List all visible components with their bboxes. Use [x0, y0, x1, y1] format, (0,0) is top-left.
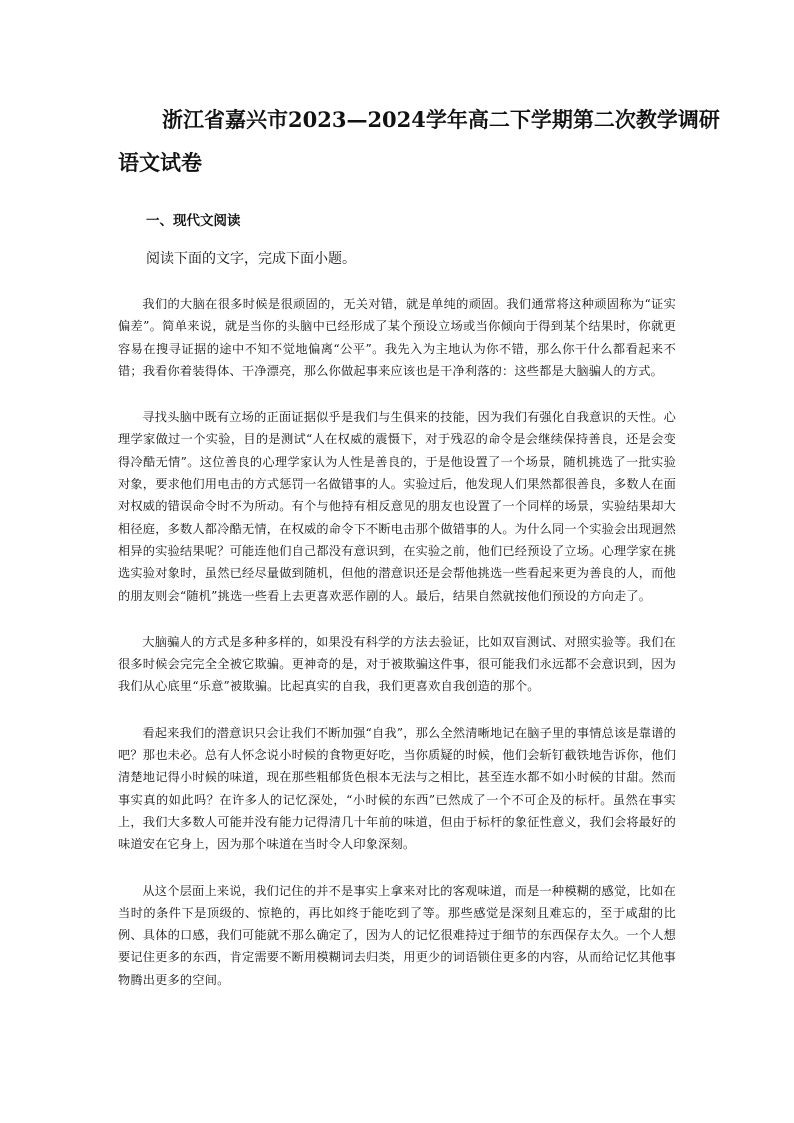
reading-instruction: 阅读下面的文字，完成下面小题。 [146, 251, 356, 267]
passage-paragraph-1: 我们的大脑在很多时候是很顽固的，无关对错，就是单纯的顽固。我们通常将这种顽固称为“证实偏差”。简单来说，就是当你的头脑中已经形成了某个预设立场或当你倾向于得到某个结果时，你就更容易在搜寻证据的途中不知不觉地偏离“公平”。我先入为主地认为你不错，那么你干什么都看起来不错；我看你着装得体、干净漂亮，那么你做起事来应该也是干净利落的：这些都是大脑骗人的方式。 [118, 297, 676, 378]
page-title: 浙江省嘉兴市2023—2024学年高二下学期第二次教学调研 [162, 107, 720, 132]
passage-paragraph-4: 看起来我们的潜意识只会让我们不断加强“自我”，那么全然清晰地记在脑子里的事情总该是靠谱的吧？那也未必。总有人怀念说小时候的食物更好吃，当你质疑的时候，他们会斩钉截铁地告诉你，他们清楚地记得小时候的味道，现在那些粗郁货色根本无法与之相比，甚至连水都不如小时候的甘甜。然而事实真的如此吗？在许多人的记忆深处，“小时候的东西”已然成了一个不可企及的标杆。虽然在事实上，我们大多数人可能并没有能力记得清几十年前的味道，但由于标杆的象征性意义，我们会将最好的味道安在它身上，因为那个味道在当时令人印象深刻。 [118, 725, 676, 852]
passage-paragraph-2: 寻找头脑中既有立场的正面证据似乎是我们与生俱来的技能，因为我们有强化自我意识的天性。心理学家做过一个实验，目的是测试“人在权威的震慑下，对于残忍的命令是会继续保持善良，还是会变得冷酷无情”。这位善良的心理学家认为人性是善良的，于是他设置了一个场景，随机挑选了一批实验对象，要求他们用电击的方式惩罚一名做错事的人。实验过后，他发现人们果然都很善良，多数人在面对权威的错误命令时不为所动。有个与他持有相反意见的朋友也设置了一个同样的场景，实验结果却大相径庭，多数人都冷酷无情，在权威的命令下不断电击那个做错事的人。为什么同一个实验会出现迥然相异的实验结果呢？可能连他们自己都没有意识到，在实验之前，他们已经预设了立场。心理学家在挑选实验对象时，虽然已经尽量做到随机，但他的潜意识还是会帮他挑选一些看起来更为善良的人，而他的朋友则会“随机”挑选一些看上去更喜欢恶作剧的人。最后，结果自然就按他们预设的方向走了。 [118, 410, 676, 603]
section-heading: 一、现代文阅读 [146, 213, 241, 229]
page-subtitle: 语文试卷 [118, 150, 202, 175]
passage-paragraph-5: 从这个层面上来说，我们记住的并不是事实上拿来对比的客观味道，而是一种模糊的感觉，比如在当时的条件下是顶级的、惊艳的，再比如终于能吃到了等。那些感觉是深刻且难忘的，至于咸甜的比例、具体的口感，我们可能就不那么确定了，因为人的记忆很难持过于细节的东西保存太久。一个人想要记住更多的东西，肯定需要不断用模糊词去归类，用更少的词语锁住更多的内容，从而给记忆其他事物腾出更多的空间。 [118, 883, 676, 987]
passage-paragraph-3: 大脑骗人的方式是多种多样的，如果没有科学的方法去验证，比如双盲测试、对照实验等。我们在很多时候会完完全全被它欺骗。更神奇的是，对于被欺骗这件事，很可能我们永远都不会意识到，因为我们从心底里“乐意”被欺骗。比起真实的自我，我们更喜欢自我创造的那个。 [118, 634, 676, 694]
